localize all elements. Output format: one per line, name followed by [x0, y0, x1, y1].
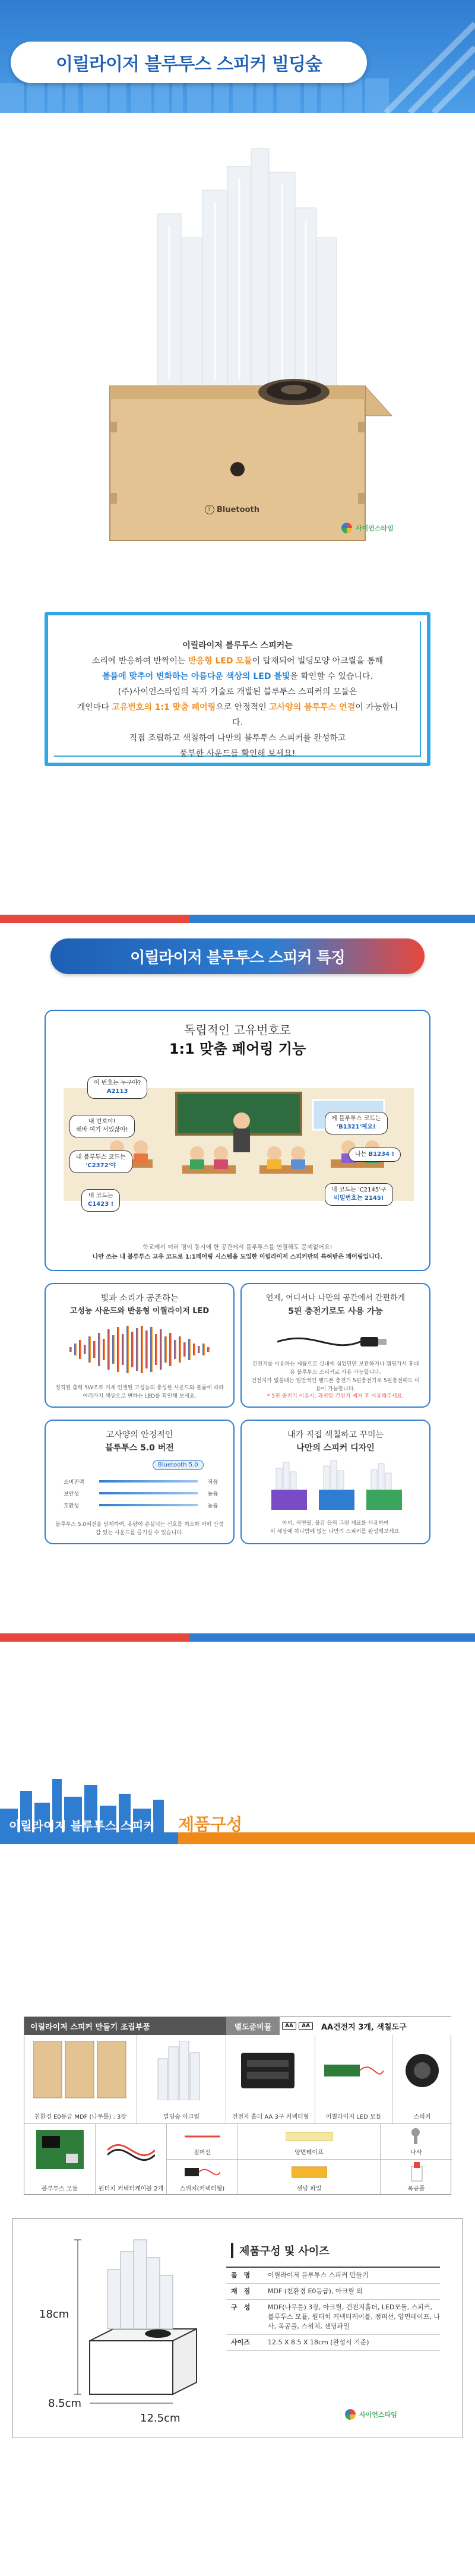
- brand-name: 사이언스타임: [359, 2411, 397, 2419]
- intro-text-span: 개인마다: [77, 703, 112, 712]
- speech-bubble: [325, 1183, 393, 1206]
- part-speaker: [392, 2035, 452, 2124]
- parts-header-kit: 이릴라이저 스피커 만들기 조립부품: [24, 2017, 226, 2035]
- intro-line: [72, 700, 403, 731]
- bluetooth-icon: ᛒ: [205, 505, 214, 514]
- part-label: 양면테이프: [294, 2150, 324, 2156]
- speaker-illustration-icon: [0, 113, 475, 588]
- jumper-wire-icon: [185, 2128, 220, 2145]
- spec-row: [226, 2284, 440, 2300]
- aa-battery-icon: AA: [299, 2022, 313, 2030]
- intro-text: [72, 638, 403, 761]
- bt-metric-bar: [99, 1480, 198, 1483]
- aa-battery-icon: AA: [282, 2022, 296, 2030]
- usb-cable-icon: [277, 1327, 396, 1357]
- sanding-file-icon: [292, 2163, 327, 2181]
- intro-text-span: 소리에 반응하여 반짝이는: [91, 656, 188, 666]
- dimension-depth: 8.5cm: [48, 2397, 82, 2410]
- section-divider: [0, 915, 475, 923]
- intro-card: [45, 612, 430, 766]
- bubble-value: 'C2372'야: [86, 1162, 116, 1169]
- led-feature-card: [45, 1283, 235, 1408]
- spec-table: [226, 2267, 440, 2351]
- part-label: 빌딩숲 아크릴: [163, 2114, 200, 2120]
- double-sided-tape-icon: [286, 2128, 333, 2145]
- spec-key: 품 명: [231, 2271, 251, 2279]
- page-title: 이릴라이저 블루투스 스피커 빌딩숲: [55, 54, 322, 75]
- stripes-decoration-icon: [374, 0, 475, 113]
- bt-metric-bar: [99, 1504, 198, 1506]
- bluetooth-module-icon: [36, 2130, 84, 2172]
- battery-title-2: 5핀 충전기로도 사용 가능: [288, 1307, 383, 1316]
- bluetooth-feature-card: [45, 1420, 235, 1544]
- brand-logo-icon: [341, 523, 352, 533]
- battery-desc-2: 건전지가 없을때는 일반적인 핸드폰 충전기 5핀충전기로 5핀충전해도 이용이 가능합니다.: [251, 1378, 420, 1392]
- bt-metric-level: 적음: [207, 1479, 218, 1485]
- bt-title-2: 블루투스 5.0 버전: [105, 1443, 174, 1453]
- design-feature-card: [240, 1420, 430, 1544]
- part-led-module: [315, 2035, 392, 2124]
- bt-metric-row: [64, 1475, 218, 1487]
- spec-brand-logo: [345, 2409, 397, 2420]
- bt-metric-row: [64, 1487, 218, 1499]
- size-diagram-icon: [66, 2234, 202, 2412]
- bluetooth-engraving: [205, 505, 259, 514]
- part-label: 스피커: [413, 2114, 431, 2120]
- part-mdf: [24, 2035, 137, 2124]
- bt-title-1: 고사양의 안정적인: [106, 1430, 173, 1440]
- part-sanding-file: [238, 2160, 381, 2195]
- bt-metrics: [64, 1475, 218, 1511]
- connector-cable-icon: [107, 2132, 155, 2168]
- parts-header-extra: 별도준비물: [226, 2017, 280, 2035]
- bluetooth-label: Bluetooth: [217, 505, 259, 514]
- spec-value: MDF (친환경 E0등급), 아크릴 외: [268, 2287, 363, 2295]
- brand-logo: [341, 523, 394, 533]
- battery-warning: * 5핀 충전기 이용시, 과전압 건전지 제거 후 이용해주세요.: [267, 1393, 404, 1399]
- intro-highlight: 반응형 LED 모듈: [188, 656, 252, 666]
- bubble-text: 내 코드는 'C2145'구: [331, 1187, 387, 1193]
- bt-metric-label: 보안성: [64, 1491, 80, 1497]
- speaker-icon: [404, 2053, 440, 2088]
- led-title-1: 빛과 소리가 공존하는: [100, 1294, 179, 1303]
- features-title: [50, 938, 425, 974]
- parts-header-battery: AA건전지 3개, 색칠도구: [315, 2017, 452, 2035]
- brand-name: 사이언스타임: [356, 524, 394, 532]
- wood-glue-icon: [408, 2162, 426, 2182]
- bt-metric-level: 높음: [207, 1491, 218, 1497]
- battery-desc-1: 건전지를 이용하는 제품으로 실내에 심었던만 보관하거나 캠핑가서 휴대용 블루투스 스피커로 사용 가능합니다.: [252, 1361, 419, 1376]
- part-label: 건전지 홀더 AA 3구 커넥터형: [232, 2114, 309, 2120]
- spec-row: [226, 2300, 440, 2335]
- switch-icon: [185, 2163, 220, 2181]
- part-bt-module: [24, 2124, 96, 2195]
- spec-card: [12, 2218, 463, 2438]
- screw-icon: [407, 2128, 425, 2145]
- bt-metric-label: 소비전력: [64, 1479, 84, 1485]
- features-title-text: 이릴라이저 블루투스 스피커 특징: [130, 949, 345, 967]
- spec-key: 구 성: [231, 2303, 251, 2311]
- bubble-value: 비밀번호는 2145!: [334, 1195, 384, 1202]
- spec-key: 재 질: [231, 2287, 251, 2295]
- intro-line: 이릴라이저 블루투스 스피커는: [182, 641, 293, 650]
- bubble-value: 'B1321'예요!: [337, 1124, 376, 1130]
- intro-line: [72, 653, 403, 669]
- part-label: 나사: [410, 2150, 422, 2156]
- section-divider: [0, 1633, 475, 1642]
- bt-metric-row: [64, 1499, 218, 1511]
- components-label: 이릴라이저 블루투스 스피커: [9, 1819, 155, 1833]
- design-desc-2: 이 세상에 하나밖에 없는 나만의 스피커를 완성해보세요.: [270, 1529, 401, 1535]
- spec-value: MDF(나무틀) 3장, 아크릴, 건전지홀더, LED모듈, 스피커, 블루투스 모듈, 원터치 커넥터케이블, 점퍼선, 양면테이프, 나사, 목공풀, 스위치, 샌딩파일: [268, 2303, 440, 2330]
- speech-bubble: [69, 1115, 135, 1137]
- led-desc: 정격된 출력 5W조로 거게 인생된 고성능의 충성한 사운드와 볼륨에 따라 여러가지 색상으로 변하는 LED를 확인해 보세요.: [55, 1385, 224, 1399]
- spec-value: 12.5 X 8.5 X 18cm (완성시 기준): [268, 2338, 369, 2346]
- speech-bubble: [69, 1150, 132, 1173]
- part-label: 이퀄라이저 LED 모듈: [325, 2114, 382, 2120]
- design-desc-1: 아이, 색연필, 물감 등의 그림 재료를 사용하여: [282, 1521, 389, 1526]
- bubble-text: 내 코드는: [88, 1193, 113, 1199]
- intro-text-span: 으로 안정적인: [216, 703, 270, 712]
- part-label: 블루투스 모듈: [41, 2186, 78, 2192]
- part-jumper: [167, 2124, 238, 2160]
- led-title-2: 고성능 사운드와 반응형 이퀄라이저 LED: [69, 1307, 210, 1316]
- bluetooth-version-badge: Bluetooth 5.0: [153, 1460, 204, 1470]
- parts-table: [24, 2016, 451, 2195]
- part-screw: [381, 2124, 452, 2160]
- bubble-value: A2113: [106, 1088, 128, 1095]
- spec-key: 사이즈: [231, 2338, 250, 2346]
- intro-highlight: 고사양의 블루투스 연결: [269, 703, 356, 712]
- intro-text-span: 이 탑재되어 빌딩모양 아크릴을 통해: [252, 656, 384, 666]
- pairing-title-2: 1:1 맞춤 페어링 기능: [169, 1041, 306, 1057]
- part-label: 친환경 E0등급 MDF (나무틀) : 3장: [34, 2114, 127, 2120]
- part-battery-holder: [226, 2035, 315, 2124]
- part-glue: [381, 2160, 452, 2195]
- intro-line: (주)사이언스타임의 독자 기술로 개발된 블루투스 스피커의 모듈은: [118, 687, 357, 697]
- pairing-feature-card: [45, 1010, 430, 1271]
- bt-desc: 블루투스 5.0버전을 탑재하여, 용량이 손실되는 신호를 최소화 어떠 안정감 있는 사운드를 즐기실 수 있습니다.: [55, 1522, 224, 1536]
- intro-highlight: 볼륨에 맞추어 변화하는 아름다운 색상의 LED 불빛: [102, 672, 290, 681]
- pairing-title-1: 독립적인 고유번호로: [183, 1023, 292, 1037]
- bubble-value: C1423 !: [88, 1201, 114, 1208]
- part-label: 스위치(커넥터형): [179, 2186, 225, 2192]
- brand-logo-icon: [345, 2409, 356, 2420]
- spec-row: [226, 2335, 440, 2351]
- speech-bubble: [81, 1189, 120, 1212]
- part-switch: [167, 2160, 238, 2195]
- part-label: 샌딩 파일: [296, 2186, 322, 2192]
- bubble-value: 해바 여기 서있잖아!: [76, 1127, 128, 1133]
- sound-wave-icon: [69, 1326, 212, 1373]
- bt-metric-level: 높음: [207, 1503, 218, 1509]
- page-title-pill: [11, 42, 367, 83]
- pairing-desc-1: 학교에서 여러 명이 동시에 한 공간에서 블루투스를 연결해도 문제없어요!: [142, 1244, 332, 1251]
- intro-line: 직접 조립하고 색칠하여 나만의 블루투스 스피커를 완성하고: [129, 734, 346, 743]
- speech-bubble: [349, 1148, 401, 1162]
- part-acrylic: [137, 2035, 226, 2124]
- dimension-width: 12.5cm: [140, 2412, 180, 2425]
- bubble-text: 내 번호야!: [88, 1118, 116, 1125]
- part-label: 점퍼선: [194, 2150, 211, 2156]
- design-title-2: 나만의 스피커 디자인: [296, 1443, 375, 1453]
- bubble-text: 이 번호는 누구야?: [94, 1080, 141, 1086]
- intro-highlight: 고유번호의 1:1 맞춤 페어링: [112, 703, 216, 712]
- intro-line: 풍부한 사운드를 확인해 보세요!: [179, 749, 296, 758]
- bt-metric-bar: [99, 1492, 198, 1494]
- battery-feature-card: [240, 1283, 430, 1408]
- colored-speakers-icon: [265, 1460, 408, 1513]
- spec-row: [226, 2268, 440, 2284]
- part-connector-cable: [96, 2124, 167, 2195]
- pairing-desc-2: 나만 쓰는 내 블루투스 고유 코드로 1:1페어링 시스템을 도입한 이릴라이저 스피커만의 특허받은 페어링입니다.: [92, 1254, 383, 1260]
- product-photo: [0, 113, 475, 588]
- part-label: 목공풀: [407, 2186, 425, 2192]
- bubble-text: 제 블루투스 코드는: [331, 1115, 381, 1122]
- battery-holder-icon: [241, 2047, 300, 2094]
- led-module-icon: [324, 2053, 384, 2088]
- battery-title-1: 언제, 어디서나 나만의 공간에서 간편하게: [265, 1294, 406, 1303]
- features-title-wrap: [50, 938, 425, 974]
- intro-text-span: 이 가능합니다.: [232, 703, 398, 728]
- dimension-height: 18cm: [39, 2308, 69, 2321]
- components-title: 제품구성: [178, 1815, 243, 1834]
- bt-metric-label: 호환성: [64, 1503, 80, 1509]
- aa-battery-icons: [280, 2017, 315, 2035]
- design-title-1: 내가 직접 색칠하고 꾸미는: [287, 1430, 384, 1440]
- intro-text-span: 을 확인할 수 있습니다.: [290, 672, 373, 681]
- spec-value: 이릴라이저 블루투스 스피커 만들기: [268, 2271, 369, 2279]
- mdf-board-icon: [33, 2041, 128, 2100]
- part-label: 원터치 커넥터케이블 2개: [98, 2186, 164, 2192]
- bubble-value: B1234 !: [368, 1151, 395, 1158]
- spec-title: 제품구성 및 사이즈: [231, 2243, 330, 2258]
- speech-bubble: [87, 1076, 147, 1099]
- bubble-text: 나는: [355, 1151, 367, 1158]
- speech-bubble: [325, 1112, 388, 1134]
- acrylic-building-icon: [152, 2041, 211, 2100]
- bubble-text: 내 블루투스 코드는: [76, 1154, 126, 1161]
- intro-line: [72, 669, 403, 684]
- part-tape: [238, 2124, 381, 2160]
